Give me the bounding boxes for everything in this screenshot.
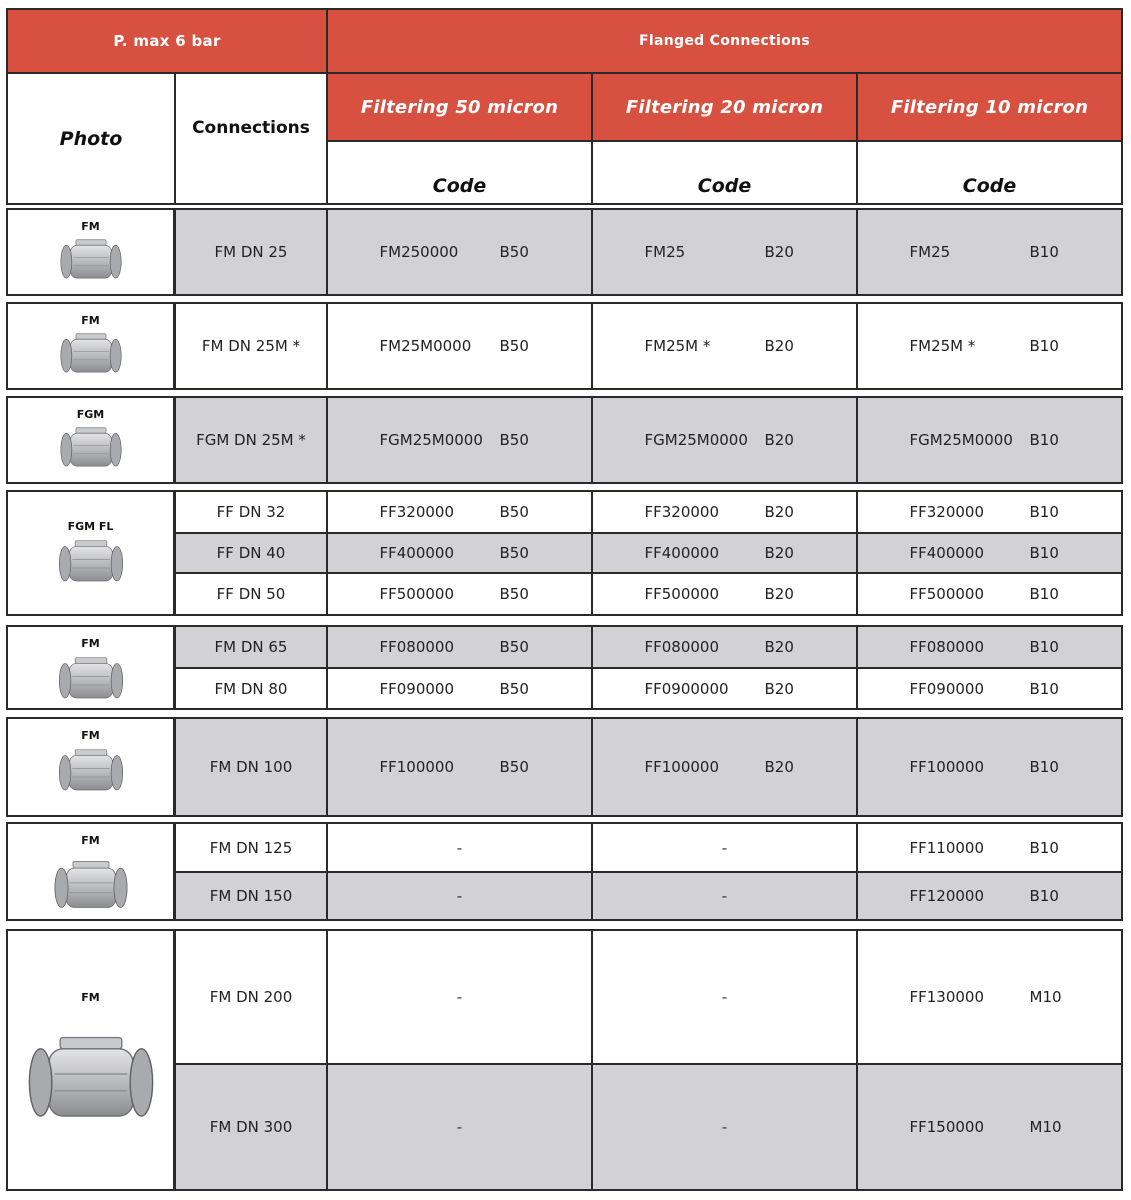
code-pair <box>328 544 591 562</box>
pressure-header <box>6 8 328 74</box>
code-pair <box>858 431 1121 449</box>
code-20-cell <box>591 302 858 390</box>
code-suffix: B10 <box>1029 887 1059 905</box>
code-suffix: B20 <box>764 503 794 521</box>
product-code: FF150000 <box>909 1118 985 1136</box>
connection-cell <box>174 532 328 574</box>
code-pair <box>593 544 856 562</box>
code-50-cell <box>326 208 593 296</box>
photo-cell <box>6 822 175 921</box>
code-header-10 <box>856 140 1123 205</box>
code-pair <box>858 758 1121 776</box>
photo-cell <box>6 208 175 296</box>
filter-10-header <box>856 72 1123 142</box>
connection-cell <box>174 929 328 1065</box>
connections-header-label: Connections <box>192 118 310 138</box>
filter-50-label: Filtering 50 micron <box>360 96 559 118</box>
code-pair <box>328 337 591 355</box>
code-suffix: B10 <box>1029 544 1059 562</box>
code-20-cell <box>591 396 858 484</box>
code-pair <box>593 638 856 656</box>
code-20-cell <box>591 490 858 534</box>
product-code: FF090000 <box>909 679 985 698</box>
photo-model-label: FM <box>81 991 100 1004</box>
code-suffix: M10 <box>1029 988 1062 1006</box>
code-suffix: B50 <box>499 503 529 521</box>
code-pair <box>593 431 856 449</box>
filter-20-header <box>591 72 858 142</box>
photo-header-label: Photo <box>59 127 123 150</box>
code-suffix: B10 <box>1029 243 1059 261</box>
product-code: FGM25M0000 <box>644 431 748 449</box>
code-suffix: B10 <box>1029 679 1059 698</box>
section-label: Flanged Connections <box>639 33 810 49</box>
code-10-cell <box>856 302 1123 390</box>
connection-cell <box>174 667 328 710</box>
filter-medium-icon <box>55 537 127 593</box>
filter-small-icon <box>54 331 128 383</box>
code-50-cell <box>326 822 593 873</box>
code-suffix: B20 <box>764 679 794 698</box>
code-50-cell <box>326 532 593 574</box>
connection-value: FF DN 40 <box>216 544 286 562</box>
code-suffix: B10 <box>1029 337 1059 355</box>
filter-small-icon <box>54 237 128 289</box>
code-suffix: B10 <box>1029 503 1059 521</box>
table-row <box>174 208 1123 296</box>
table-row <box>174 302 1123 390</box>
code-20-cell <box>591 667 858 710</box>
code-suffix: B20 <box>764 544 794 562</box>
product-code: FM25M * <box>909 337 976 355</box>
product-group <box>6 717 1123 817</box>
filter-large-icon <box>50 851 132 927</box>
table-row <box>174 532 1123 574</box>
photo-cell <box>6 490 175 616</box>
table-row <box>174 667 1123 710</box>
filter-medium-icon <box>55 746 127 802</box>
code-10-cell <box>856 572 1123 616</box>
connection-value: FM DN 65 <box>214 638 288 656</box>
product-code: FF100000 <box>909 758 985 776</box>
code-20-cell <box>591 929 858 1065</box>
code-20-cell <box>591 822 858 873</box>
pressure-label: P. max 6 bar <box>113 32 221 50</box>
code-suffix: B20 <box>764 758 794 776</box>
code-suffix: B50 <box>499 679 529 698</box>
code-pair <box>593 503 856 521</box>
connection-value: FM DN 150 <box>209 887 293 905</box>
photo-cell <box>6 717 175 817</box>
code-pair <box>858 243 1121 261</box>
product-code: FF090000 <box>379 679 455 698</box>
code-pair <box>858 988 1121 1006</box>
product-code: FF110000 <box>909 838 985 857</box>
code-pair <box>858 839 1121 857</box>
code-suffix: B50 <box>499 544 529 562</box>
connection-cell <box>174 572 328 616</box>
code-pair <box>328 431 591 449</box>
photo-cell <box>6 929 175 1191</box>
connection-value: FF DN 50 <box>216 585 286 603</box>
code-suffix: B10 <box>1029 838 1059 857</box>
filter-20-label: Filtering 20 micron <box>625 96 824 118</box>
code-suffix: B20 <box>764 638 794 656</box>
connection-value: FGM DN 25M * <box>196 431 306 449</box>
code-50-cell <box>326 929 593 1065</box>
section-header <box>326 8 1123 74</box>
code-10-cell <box>856 667 1123 710</box>
filter-10-label: Filtering 10 micron <box>890 96 1089 118</box>
code-50-cell <box>326 396 593 484</box>
photo-cell <box>6 625 175 710</box>
code-20-cell <box>591 572 858 616</box>
photo-model-label: FM <box>81 834 100 847</box>
not-available-dash: - <box>721 838 728 857</box>
connection-cell <box>174 490 328 534</box>
product-code: FF080000 <box>644 638 720 656</box>
photo-model-label: FM <box>81 637 100 650</box>
not-available-dash: - <box>721 1118 728 1136</box>
product-code: FGM25M0000 <box>379 431 483 449</box>
product-code: FF130000 <box>909 988 985 1006</box>
code-10-cell <box>856 396 1123 484</box>
table-row <box>174 625 1123 669</box>
code-10-cell <box>856 929 1123 1065</box>
code-10-cell <box>856 717 1123 817</box>
filter-medium-icon <box>55 654 127 710</box>
code-10-cell <box>856 208 1123 296</box>
code-pair <box>593 243 856 261</box>
product-code: FM25M * <box>644 337 711 355</box>
connection-value: FM DN 125 <box>209 838 293 857</box>
product-code: FF500000 <box>909 585 985 603</box>
product-code: FF400000 <box>909 544 985 562</box>
code-pair <box>858 887 1121 905</box>
not-available-dash: - <box>721 887 728 905</box>
code-pair <box>858 585 1121 603</box>
code-suffix: B50 <box>499 585 529 603</box>
code-suffix: B50 <box>499 758 529 776</box>
product-code: FF320000 <box>644 503 720 521</box>
code-header-20 <box>591 140 858 205</box>
product-code: FF080000 <box>909 638 985 656</box>
code-pair <box>858 638 1121 656</box>
code-10-cell <box>856 625 1123 669</box>
connection-value: FM DN 300 <box>209 1118 293 1136</box>
connection-cell <box>174 396 328 484</box>
code-suffix: B50 <box>499 431 529 449</box>
code-50-cell <box>326 871 593 921</box>
code-pair <box>858 1118 1121 1136</box>
product-code: FF080000 <box>379 638 455 656</box>
product-code: FGM25M0000 <box>909 431 1013 449</box>
code-pair <box>858 337 1121 355</box>
product-code: FF500000 <box>379 585 455 603</box>
code-50-cell <box>326 572 593 616</box>
code-50-cell <box>326 1063 593 1191</box>
photo-cell <box>6 302 175 390</box>
code-50-cell <box>326 625 593 669</box>
connection-cell <box>174 822 328 873</box>
code-pair <box>328 243 591 261</box>
code-pair <box>593 758 856 776</box>
code-20-cell <box>591 532 858 574</box>
code-pair <box>328 585 591 603</box>
code-pair <box>328 503 591 521</box>
code-suffix: B10 <box>1029 758 1059 776</box>
code-label: Code <box>962 175 1017 197</box>
connections-column-header <box>174 72 328 205</box>
code-20-cell <box>591 1063 858 1191</box>
connection-cell <box>174 302 328 390</box>
product-code: FM25 <box>644 243 686 261</box>
filter-small-icon <box>54 425 128 477</box>
table-row <box>174 871 1123 921</box>
code-suffix: B20 <box>764 337 794 355</box>
connection-value: FF DN 32 <box>216 503 286 521</box>
code-suffix: B10 <box>1029 431 1059 449</box>
code-50-cell <box>326 717 593 817</box>
code-suffix: B20 <box>764 585 794 603</box>
not-available-dash: - <box>456 1118 463 1136</box>
code-50-cell <box>326 302 593 390</box>
code-20-cell <box>591 208 858 296</box>
product-code: FF400000 <box>379 544 455 562</box>
product-code: FM25M0000 <box>379 337 472 355</box>
product-group <box>6 490 1123 616</box>
connection-value: FM DN 25 <box>214 243 288 261</box>
product-code: FF400000 <box>644 544 720 562</box>
code-10-cell <box>856 822 1123 873</box>
product-code: FF320000 <box>909 503 985 521</box>
code-suffix: B20 <box>764 431 794 449</box>
code-suffix: B10 <box>1029 585 1059 603</box>
not-available-dash: - <box>721 988 728 1006</box>
filter-xlarge-icon <box>21 1026 161 1140</box>
code-pair <box>858 680 1121 698</box>
product-code: FF500000 <box>644 585 720 603</box>
connection-value: FM DN 80 <box>214 679 288 698</box>
product-group <box>6 822 1123 921</box>
photo-column-header <box>6 72 176 205</box>
code-10-cell <box>856 490 1123 534</box>
table-row <box>174 1063 1123 1191</box>
code-suffix: B10 <box>1029 638 1059 656</box>
filter-50-header <box>326 72 593 142</box>
code-10-cell <box>856 1063 1123 1191</box>
connection-cell <box>174 871 328 921</box>
photo-model-label: FGM FL <box>67 520 114 533</box>
code-10-cell <box>856 532 1123 574</box>
connection-value: FM DN 100 <box>209 758 293 776</box>
photo-model-label: FM <box>81 220 100 233</box>
connection-cell <box>174 625 328 669</box>
code-20-cell <box>591 625 858 669</box>
not-available-dash: - <box>456 988 463 1006</box>
code-50-cell <box>326 490 593 534</box>
product-group <box>6 625 1123 710</box>
code-pair <box>328 758 591 776</box>
code-pair <box>858 544 1121 562</box>
code-20-cell <box>591 871 858 921</box>
connection-cell <box>174 717 328 817</box>
connection-value: FM DN 25M * <box>201 337 301 355</box>
code-suffix: B50 <box>499 337 529 355</box>
code-50-cell <box>326 667 593 710</box>
table-row <box>174 396 1123 484</box>
code-pair <box>593 680 856 698</box>
code-suffix: B50 <box>499 638 529 656</box>
connection-value: FM DN 200 <box>209 988 293 1006</box>
connection-cell <box>174 208 328 296</box>
product-code: FM250000 <box>379 243 459 261</box>
photo-model-label: FM <box>81 314 100 327</box>
product-group <box>6 929 1123 1191</box>
photo-cell <box>6 396 175 484</box>
table-row <box>174 572 1123 616</box>
table-row <box>174 717 1123 817</box>
code-suffix: B50 <box>499 243 529 261</box>
product-code: FF100000 <box>379 758 455 776</box>
code-pair <box>593 337 856 355</box>
not-available-dash: - <box>456 887 463 905</box>
product-code: FF120000 <box>909 887 985 905</box>
product-group <box>6 302 1123 390</box>
product-code: FM25 <box>909 243 951 261</box>
not-available-dash: - <box>456 838 463 857</box>
code-pair <box>328 638 591 656</box>
product-group <box>6 396 1123 484</box>
code-pair <box>858 503 1121 521</box>
code-suffix: M10 <box>1029 1118 1062 1136</box>
code-pair <box>328 680 591 698</box>
code-suffix: B20 <box>764 243 794 261</box>
connection-cell <box>174 1063 328 1191</box>
product-code: FF320000 <box>379 503 455 521</box>
code-10-cell <box>856 871 1123 921</box>
code-label: Code <box>432 175 487 197</box>
table-row <box>174 822 1123 873</box>
photo-model-label: FM <box>81 729 100 742</box>
table-row <box>174 490 1123 534</box>
code-label: Code <box>697 175 752 197</box>
code-20-cell <box>591 717 858 817</box>
product-group <box>6 208 1123 296</box>
product-code: FF0900000 <box>644 679 729 698</box>
table-row <box>174 929 1123 1065</box>
code-pair <box>593 585 856 603</box>
code-header-50 <box>326 140 593 205</box>
product-code: FF100000 <box>644 758 720 776</box>
photo-model-label: FGM <box>76 408 105 421</box>
